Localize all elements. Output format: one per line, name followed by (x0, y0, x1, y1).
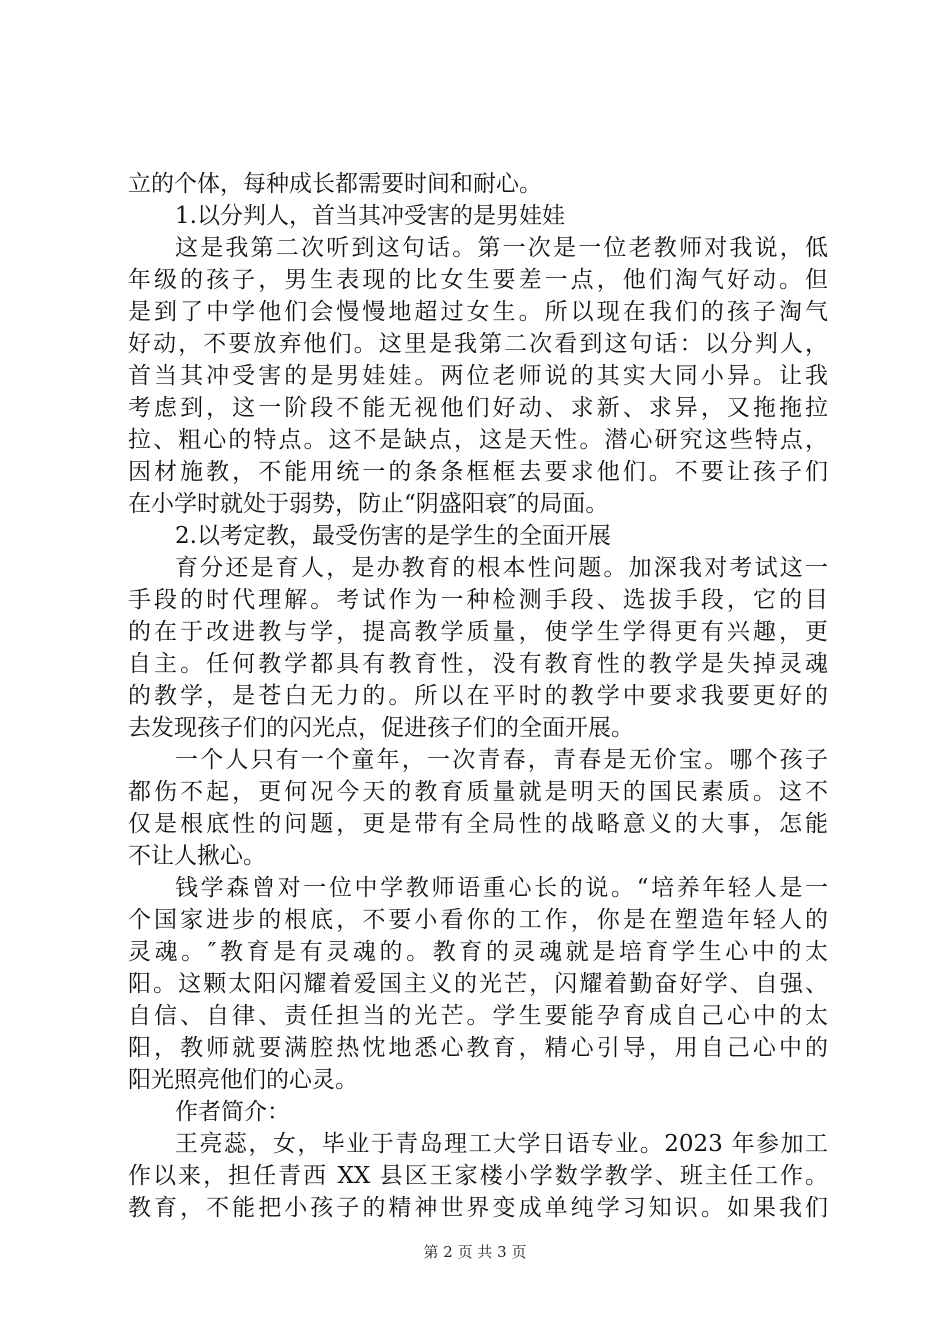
text-line: 年级的孩子，男生表现的比女生要差一点，他们淘气好动。但 (128, 267, 828, 293)
text-line: 手段的时代理解。考试作为一种检测手段、选拔手段，它的目 (128, 587, 828, 613)
text-line: 灵魂。″教育是有灵魂的。教育的灵魂就是培育学生心中的太 (128, 939, 828, 965)
text-line: 作以来，担任青西 XX 县区王家楼小学数学教学、班主任工作。 (128, 1163, 828, 1189)
text-line: 的教学，是苍白无力的。所以在平时的教学中要求我要更好的 (128, 683, 828, 709)
text-line: 仅是根底性的问题，更是带有全局性的战略意义的大事，怎能 (128, 811, 828, 837)
text-line: 阳。这颗太阳闪耀着爱国主义的光芒，闪耀着勤奋好学、自强、 (128, 971, 828, 997)
text-line: 立的个体，每种成长都需要时间和耐心。 (128, 171, 542, 197)
text-line: 是到了中学他们会慢慢地超过女生。所以现在我们的孩子淘气 (128, 299, 828, 325)
author-intro-heading: 作者简介： (175, 1099, 290, 1125)
page-number-footer: 第 2 页 共 3 页 (423, 1243, 527, 1261)
section-heading: 2.以考定教，最受伤害的是学生的全面开展 (175, 523, 611, 549)
text-line: 王亮蕊，女，毕业于青岛理工大学日语专业。2023 年参加工 (175, 1131, 828, 1157)
text-line: 拉、粗心的特点。这不是缺点，这是天性。潜心研究这些特点， (128, 427, 828, 453)
text-line: 自主。任何教学都具有教育性，没有教育性的教学是失掉灵魂 (128, 651, 828, 677)
text-line: 好动，不要放弃他们。这里是我第二次看到这句话：以分判人， (128, 331, 828, 357)
text-line: 钱学森曾对一位中学教师语重心长的说。“培养年轻人是一 (175, 875, 828, 901)
text-line: 个国家进步的根底，不要小看你的工作，你是在塑造年轻人的 (128, 907, 828, 933)
text-line: 去发现孩子们的闪光点，促进孩子们的全面开展。 (128, 715, 634, 741)
text-line: 育分还是育人，是办教育的根本性问题。加深我对考试这一 (175, 555, 828, 581)
text-line: 在小学时就处于弱势，防止“阴盛阳衰″的局面。 (128, 491, 609, 517)
text-line: 阳光照亮他们的心灵。 (128, 1067, 358, 1093)
text-line: 这是我第二次听到这句话。第一次是一位老教师对我说，低 (175, 235, 828, 261)
section-heading: 1.以分判人，首当其冲受害的是男娃娃 (175, 203, 565, 229)
text-line: 阳，教师就要满腔热忱地悉心教育，精心引导，用自己心中的 (128, 1035, 828, 1061)
text-line: 一个人只有一个童年，一次青春，青春是无价宝。哪个孩子 (175, 747, 828, 773)
text-line: 教育，不能把小孩子的精神世界变成单纯学习知识。如果我们 (128, 1195, 828, 1221)
text-line: 自信、自律、责任担当的光芒。学生要能孕育成自己心中的太 (128, 1003, 828, 1029)
text-line: 都伤不起，更何况今天的教育质量就是明天的国民素质。这不 (128, 779, 828, 805)
text-line: 不让人揪心。 (128, 843, 266, 869)
text-line: 考虑到，这一阶段不能无视他们好动、求新、求异，又拖拖拉 (128, 395, 828, 421)
text-line: 的在于改进教与学，提高教学质量，使学生学得更有兴趣，更 (128, 619, 828, 645)
text-line: 首当其冲受害的是男娃娃。两位老师说的其实大同小异。让我 (128, 363, 828, 389)
text-line: 因材施教，不能用统一的条条框框去要求他们。不要让孩子们 (128, 459, 828, 485)
